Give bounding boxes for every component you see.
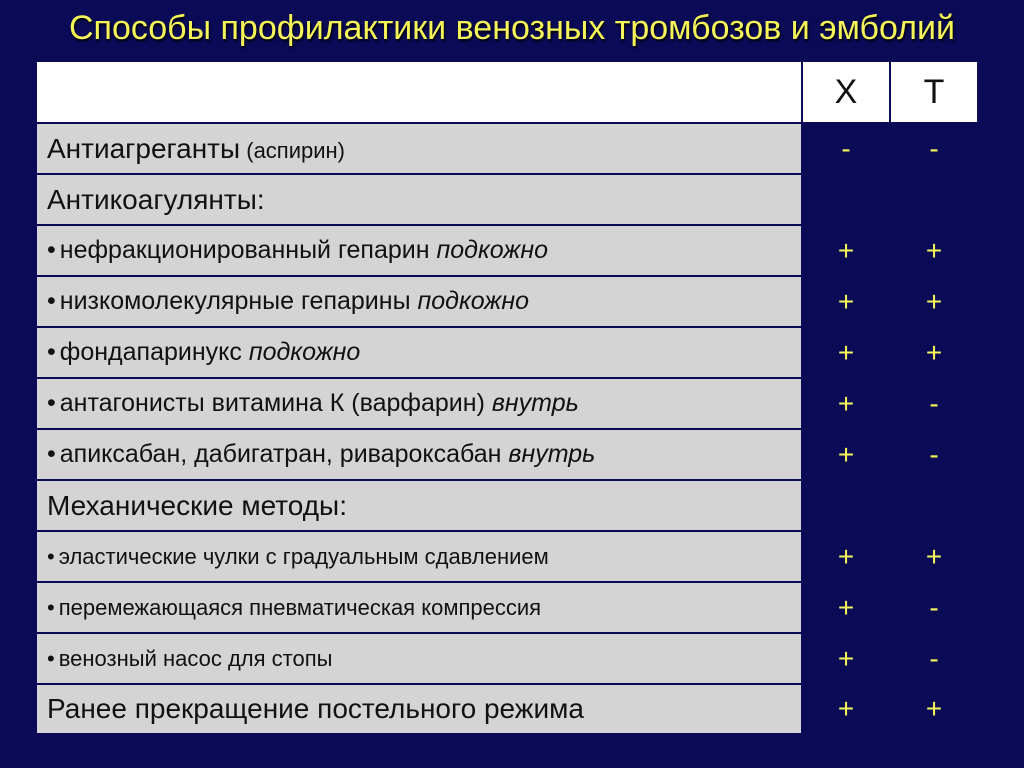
row-label [36,174,802,225]
bullet: • [47,543,55,569]
row-label [36,327,802,378]
bullet: • [47,645,55,671]
cell-x: + [802,327,890,378]
category-suffix: : [339,489,347,521]
item-route: внутрь [508,440,596,468]
cell-x: + [802,429,890,480]
category-title: Антиагреганты [47,132,241,164]
table-header-row [36,61,978,123]
category-note: (аспирин) [240,137,346,163]
table-row [36,633,978,684]
row-label [36,480,802,531]
item-text: апиксабан, дабигатран, ривароксабан [59,440,509,468]
cell-x: + [802,378,890,429]
cell-t: + [890,276,978,327]
prophylaxis-table [35,60,979,735]
cell-x: - [802,123,890,174]
cell-x: + [802,633,890,684]
cell-t: + [890,684,978,734]
column-header-x: Х [802,61,890,123]
table-row [36,327,978,378]
empty-cell [802,480,978,531]
cell-x: + [802,276,890,327]
bullet: • [47,338,56,366]
table-row [36,531,978,582]
item-route: подкожно [417,287,529,315]
row-label [36,684,802,734]
item-text: фондапаринукс [59,338,249,366]
cell-x: + [802,225,890,276]
cell-x: + [802,582,890,633]
bullet: • [47,594,55,620]
row-label [36,531,802,582]
item-route: подкожно [436,236,548,264]
cell-t: + [890,531,978,582]
row-label [36,429,802,480]
category-title: Антикоагулянты [47,183,257,215]
item-text: антагонисты витамина К (варфарин) [59,389,492,417]
cell-x: + [802,684,890,734]
cell-t: + [890,225,978,276]
row-label [36,582,802,633]
row-label [36,276,802,327]
category-suffix: : [256,183,265,215]
table-row [36,480,978,531]
table-row [36,378,978,429]
row-label [36,633,802,684]
bullet: • [47,389,56,417]
cell-t: - [890,633,978,684]
table-row [36,276,978,327]
bullet: • [47,287,56,315]
page-title: Способы профилактики венозных тромбозов и эмболий [69,9,955,47]
item-route: внутрь [491,389,579,417]
table-row [36,429,978,480]
table-row [36,684,978,734]
item-text: низкомолекулярные гепарины [59,287,418,315]
table-row [36,174,978,225]
bullet: • [47,440,56,468]
header-blank-cell [36,61,802,123]
item-text: венозный насос для стопы [58,645,333,671]
category-title: Ранее прекращение постельного режима [47,693,584,724]
item-route: подкожно [248,338,361,366]
table-row [36,582,978,633]
row-label [36,123,802,174]
cell-t: - [890,582,978,633]
empty-cell [802,174,978,225]
item-text: нефракционированный гепарин [59,236,437,264]
cell-x: + [802,531,890,582]
cell-t: - [890,378,978,429]
column-header-t: Т [890,61,978,123]
item-text: эластические чулки с градуальным сдавлением [58,543,549,569]
cell-t: - [890,429,978,480]
bullet: • [47,236,56,264]
row-label [36,378,802,429]
item-text: перемежающаяся пневматическая компрессия [58,594,542,620]
table-row [36,225,978,276]
row-label [36,225,802,276]
category-title: Механические методы [47,489,340,521]
cell-t: - [890,123,978,174]
table-row [36,123,978,174]
cell-t: + [890,327,978,378]
